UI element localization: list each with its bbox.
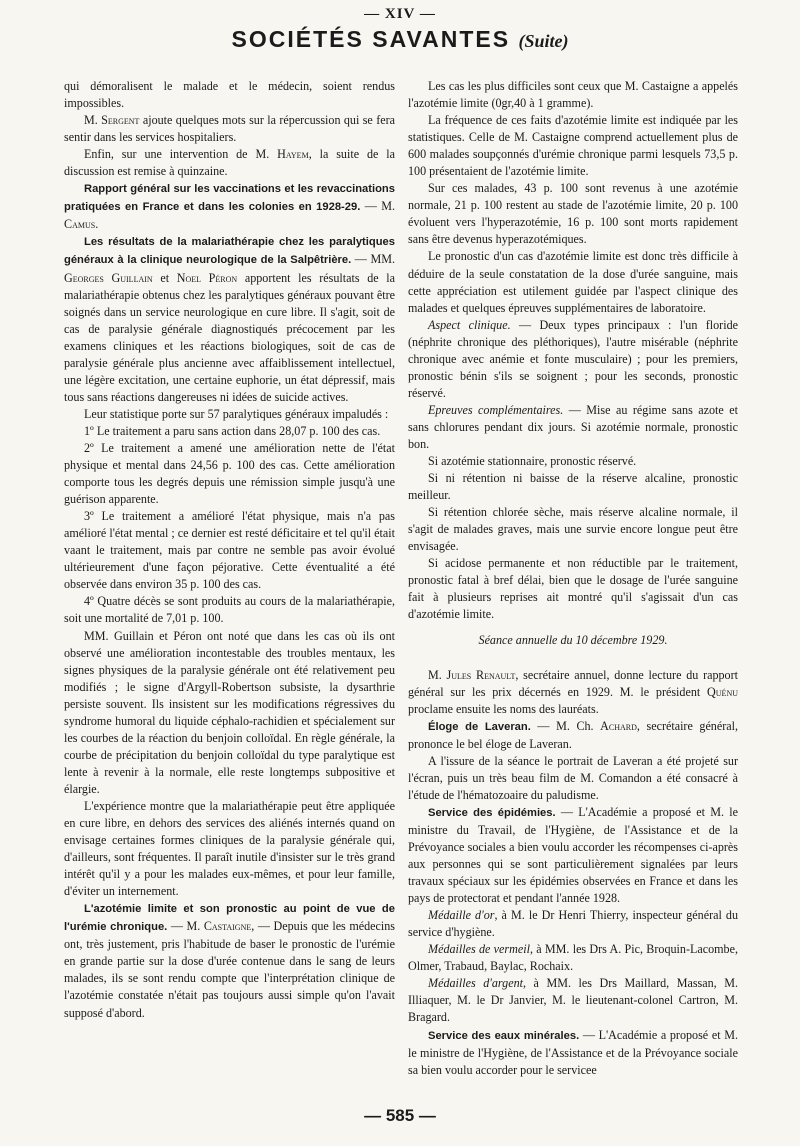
paragraph: Enfin, sur une intervention de M. Hayem, la suite de la discussion est remise à quinzaine. — [64, 147, 395, 179]
paragraph: Aspect clinique. — Deux types principaux : l'un floride (néphrite chronique des pléthoriques), l'autre misérable (néphrite chronique avec anémie et fonte musculaire) ; pour les premiers, pronostic bénin s'ils se soignent ; pour les seconds, pronostic réservé. — [408, 317, 738, 400]
person-name: Noel Péron — [176, 270, 238, 285]
paragraph: M. Sergent ajoute quelques mots sur la répercussion qui se fera sentir dans les services hospitaliers. — [64, 113, 395, 145]
paragraph: qui démoralisent le malade et le médecin, soient rendus impossibles. — [64, 79, 395, 111]
section-heading: Service des eaux minérales. — [428, 1029, 580, 1042]
italic-heading: Aspect clinique. — [428, 317, 511, 332]
paragraph: La fréquence de ces faits d'azotémie limite est indiquée par les statistiques. Celle de M. Castaigne comprend actuellement plus de 600 malades soupçonnés d'urémie chronique parmi lesquels 73,5 p. 100 présentaient de l'azotémie limite. — [408, 113, 738, 179]
paragraph: Les cas les plus difficiles sont ceux que M. Castaigne a appelés l'azotémie limite (0gr,40 à 1 gramme). — [408, 79, 738, 111]
section-title-suite: (Suite) — [518, 31, 569, 51]
paragraph: Service des épidémies. — L'Académie a proposé et M. le ministre du Travail, de l'Hygiène, de l'Assistance et de la Prévoyance sociales a bien voulu accorder les récompenses ci-après aux personnes qui se sont particulièrement signalées par leurs travaux spéciaux sur les épidémies observées en France et dans les pays de protectorat et pendant l'année 1928. — [408, 804, 738, 906]
paragraph: 2º Le traitement a amené une amélioration nette de l'état physique et mental dans 24,56 p. 100 des cas. Cette amélioration comporte tous les degrés depuis une rémission simple jusqu'à une guérison apparente. — [64, 440, 395, 507]
italic-heading: Médailles d'argent — [428, 976, 523, 991]
section-title-text: SOCIÉTÉS SAVANTES — [231, 26, 511, 52]
paragraph: Si azotémie stationnaire, pronostic réservé. — [428, 454, 637, 469]
section-title — [0, 24, 800, 56]
paragraph: Si ni rétention ni baisse de la réserve alcaline, pronostic meilleur. — [408, 471, 738, 503]
page-roman-numeral: — XIV — — [364, 6, 436, 22]
italic-heading: Epreuves complémentaires. — [428, 402, 564, 417]
italic-heading: Médailles de vermeil — [428, 942, 530, 957]
paragraph: A l'issure de la séance le portrait de Laveran a été projeté sur l'écran, puis un très beau film de M. Comandon a été consacré à l'étude de l'hématozoaire du paludisme. — [408, 753, 738, 802]
person-name: Castaigne — [203, 919, 252, 934]
person-name: Achard — [600, 718, 637, 733]
paragraph: Rapport général sur les vaccinations et les revaccinations pratiquées en France et dans les colonies en 1928-29. — M. Camus. — [64, 183, 395, 232]
person-name: Jules Renault — [446, 667, 516, 682]
person-name: Sergent — [101, 113, 140, 128]
paragraph: L'expérience montre que la malariathérapie peut être appliquée en cure libre, en dehors des services des aliénés internés quand on envisage certaines formes cliniques de la paralysie générale qui, d'ailleurs, sont fréquentes. Il paraît inutile d'insister sur le très grand intérêt qu'il y a pour les malades eux-mêmes, et pour leur famille, d'éviter un internement. — [64, 798, 395, 899]
paragraph: Médaille d'or, à M. le Dr Henri Thierry, inspecteur général du service d'hygiène. — [408, 908, 738, 940]
paragraph: Leur statistique porte sur 57 paralytiques généraux impaludés : — [84, 406, 389, 421]
paragraph: Si acidose permanente et non réductible par le traitement, pronostic fatal à bref délai, bien que le dosage de l'urée sanguine fait à plusieurs reprises ait montré qu'il s'agissait d'un cas d'azotémie limite. — [408, 556, 738, 622]
paragraph: M. Jules Renault, secrétaire annuel, donne lecture du rapport général sur les prix décernés en 1929. M. le président Quénu proclame ensuite les noms des lauréats. — [408, 667, 738, 716]
person-name: Hayem — [277, 147, 309, 162]
section-heading: Rapport général sur les vaccinations et les revaccinations pratiquées en France et dans les colonies en 1928-29. — [64, 183, 395, 214]
paragraph: 3º Le traitement a amélioré l'état physique, mais n'a pas amélioré l'état mental ; ce dernier est resté déficitaire et tel qu'il était vaant le traitement, mais par contre ne semble pas avoir évolué ultérieurement d'une façon péjorative. Cette éventualité a été observée dans environ 35 p. 100 des cas. — [64, 509, 395, 592]
paragraph: Sur ces malades, 43 p. 100 sont revenus à une azotémie normale, 21 p. 100 restent au stade de l'azotémie limite, 20 p. 100 évoluent vers l'hyperazotémie, 16 p. 100 sont morts rapidement sans être devenus hyperazotémiques. — [408, 181, 738, 247]
paragraph: 1º Le traitement a paru sans action dans 28,07 p. 100 des cas. — [84, 423, 381, 438]
italic-heading: Médaille d'or — [428, 908, 495, 923]
paragraph: Service des eaux minérales. — L'Académie a proposé et M. le ministre de l'Hygiène, de l'Assistance et de la Prévoyance sociale sa bien voulu accorder pour le servicee — [408, 1027, 739, 1077]
person-name: Quénu — [707, 684, 738, 699]
paragraph: L'azotémie limite et son pronostic au point de vue de l'urémie chronique. — M. Castaigne, — Depuis que les médecins ont, très justement, pris l'habitude de baser le pronostic de l'urémie en grande partie sur la dose d'urée contenue dans le sang de leurs malades, ils se sont rendu compte que l'interprétation clinique de l'azotémie constatée n'était pas toujours aussi simple qu'on l'avait supposé d'abord. — [64, 903, 395, 1020]
section-heading: L'azotémie limite et son pronostic au point de vue de l'urémie chronique. — [64, 903, 395, 934]
paragraph: Médailles d'argent, à MM. les Drs Maillard, Massan, M. Illiaquer, M. le Dr Janvier, M. le lieutenant-colonel Cartron, M. Bragard. — [408, 976, 738, 1025]
left-column — [64, 78, 395, 1022]
section-heading: Éloge de Laveran. — [428, 720, 531, 733]
paragraph: Les résultats de la malariathérapie chez les paralytiques généraux à la clinique neurologique de la Salpêtrière. — MM. Georges Guillain et Noel Péron apportent les résultats de la malariathérapie obtenus chez les paralytiques généraux pouvant être soignés dans un service neurologique en cure libre. Il s'agit, soit de cas de paralysie générale diagnostiqués précocement par les examens cliniques et les réactions biologiques, soit de cas de paralysie générale plus ancienne avec affaiblissement intellectuel, une légère excitation, une certaine euphorie, un état dépressif, mais tous sans réactions dangereuses ni idées de suicide actives. — [64, 236, 395, 404]
section-heading: Service des épidémies. — [428, 806, 556, 819]
page-header — [0, 4, 800, 56]
paragraph: Médailles de vermeil, à MM. les Drs A. Pic, Broquin-Lacombe, Olmer, Trabaud, Baylac, Rochaix. — [408, 942, 738, 974]
paragraph: Éloge de Laveran. — M. Ch. Achard, secrétaire général, prononce le bel éloge de Laveran. — [408, 718, 739, 751]
page-number: — 585 — — [364, 1106, 436, 1125]
paragraph: 4º Quatre décès se sont produits au cours de la malariathérapie, soit une mortalité de 7,01 p. 100. — [64, 594, 395, 626]
paragraph: MM. Guillain et Péron ont noté que dans les cas où ils ont observé une amélioration incontestable des troubles mentaux, les signes physiques de la paralysie générale ont été relativement peu modifiés ; le signe d'Argyll-Robertson subsiste, la dysarthrie persiste souvent. Ils insistent sur les modifications régressives du syndrome humoral du liquide céphalo-rachidien et spécialement sur les courbes de la réaction du benjoin colloïdal. En règle générale, la courbe de précipitation du benjoin colloïdal du type paralytique est lente à revenir à la normale, elle reste longtemps subpositive et élargie. — [64, 628, 395, 796]
session-heading: Séance annuelle du 10 décembre 1929. — [478, 632, 668, 647]
person-name: Camus — [64, 217, 96, 232]
paragraph: Epreuves complémentaires. — Mise au régime sans azote et sans chlorures pendant dix jours. Si azotémie normale, pronostic bon. — [408, 402, 738, 451]
section-heading: Les résultats de la malariathérapie chez les paralytiques généraux à la clinique neurologique de la Salpêtrière. — [64, 236, 395, 267]
paragraph: Le pronostic d'un cas d'azotémie limite est donc très difficile à déduire de la seule constatation de la dose d'urée sanguine, mais cette appréciation est utilement guidée par l'aspect clinique des malades et quelques épreuves supplémentaires de laboratoire. — [408, 249, 738, 315]
person-name: Georges Guillain — [64, 270, 153, 285]
paragraph: Si rétention chlorée sèche, mais réserve alcaline normale, il s'agit de malades graves, mais une survie encore longue peut être envisagée. — [408, 505, 738, 554]
right-column — [408, 78, 738, 1079]
